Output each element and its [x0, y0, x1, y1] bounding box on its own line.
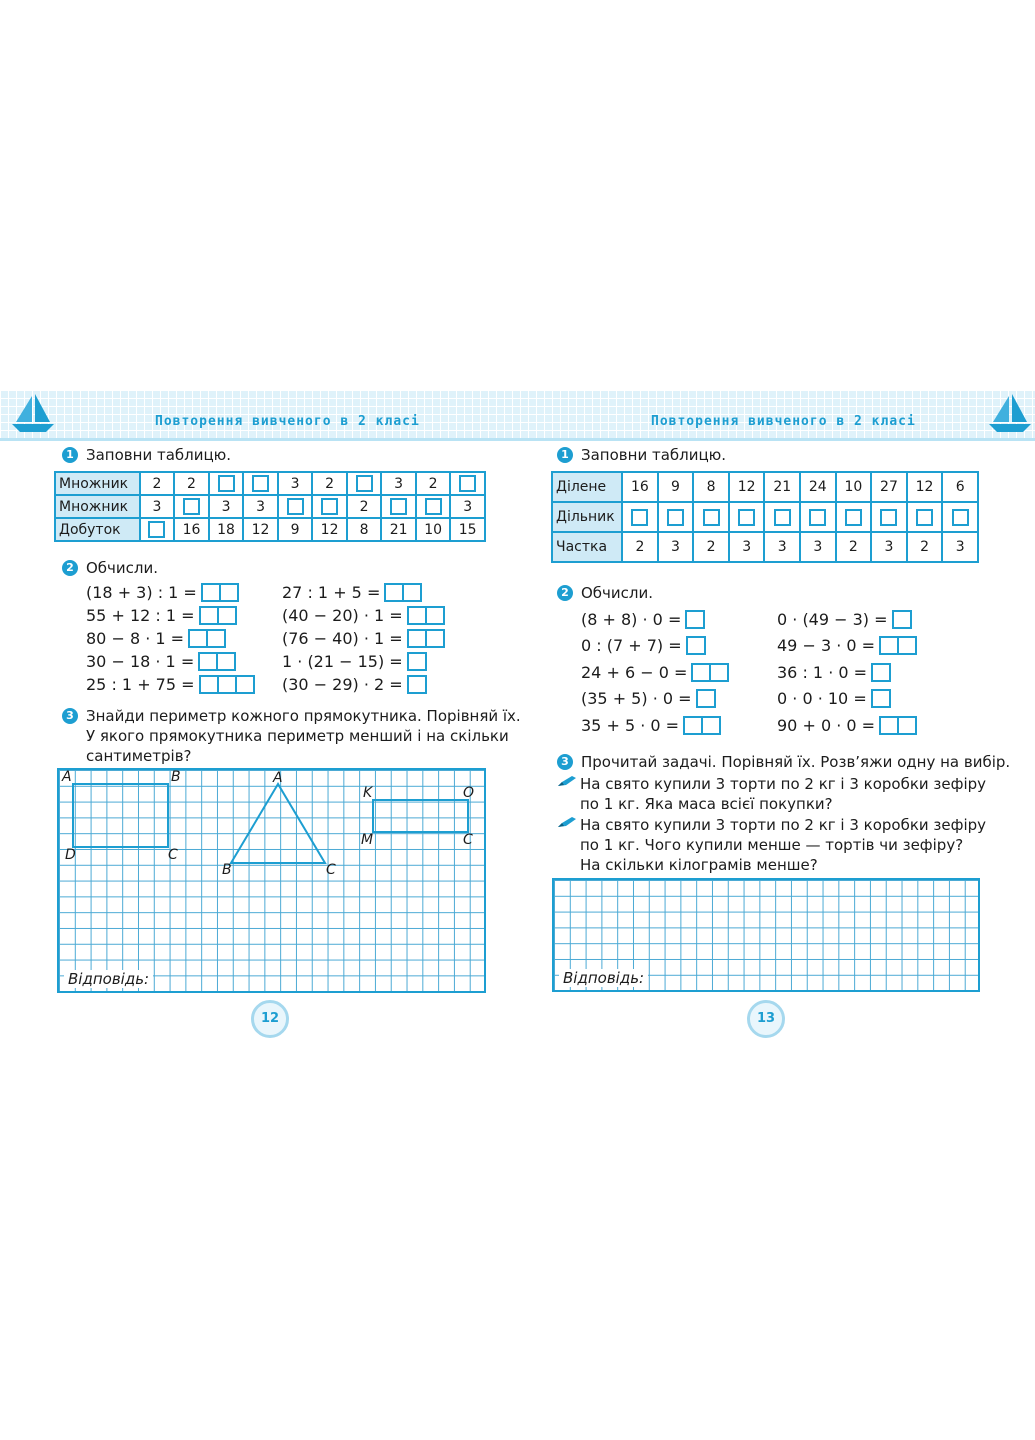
answer-box[interactable] — [201, 583, 221, 602]
equation — [581, 688, 716, 710]
answer-cell[interactable] — [209, 472, 244, 495]
left-task1-heading — [62, 445, 231, 465]
left-multiplication-table — [54, 471, 486, 542]
task-instruction: Обчисли. — [86, 559, 159, 577]
table-cell: 3 — [800, 532, 836, 562]
table-cell: 27 — [871, 472, 907, 502]
table-cell: 18 — [209, 518, 244, 541]
geometry-figures — [57, 768, 486, 993]
left-task3-heading — [62, 706, 521, 766]
equation — [86, 627, 226, 649]
task-instruction: Знайди периметр кожного прямокутника. Порівняй їх. У якого прямокутника периметр менший і на скільки сантиметрів? — [86, 707, 521, 765]
answer-cell[interactable] — [278, 495, 313, 518]
answer-box[interactable] — [198, 652, 218, 671]
triangle-abc — [231, 784, 325, 863]
equation-expression: 0 : (7 + 7) = — [581, 636, 682, 655]
equation-expression: (30 − 29) · 2 = — [282, 674, 403, 694]
answer-box[interactable] — [219, 606, 237, 625]
answer-box[interactable] — [404, 583, 422, 602]
point-label-m: M — [361, 832, 374, 848]
equation-expression: 35 + 5 · 0 = — [581, 715, 680, 735]
answer-box[interactable] — [871, 663, 891, 682]
table-row — [55, 472, 485, 495]
table-cell: 2 — [174, 472, 209, 495]
sailboat-icon — [8, 392, 56, 436]
answer-box[interactable] — [711, 663, 729, 682]
answer-box[interactable] — [218, 475, 235, 492]
answer-box[interactable] — [183, 498, 200, 515]
rectangle-abcd — [73, 784, 168, 847]
right-header-title: Повторення вивченого в 2 класі — [651, 414, 916, 429]
answer-box[interactable] — [809, 509, 826, 526]
answer-boxes[interactable] — [407, 629, 445, 648]
equation-expression: 49 − 3 · 0 = — [777, 636, 876, 655]
answer-cell[interactable] — [622, 502, 658, 532]
answer-box[interactable] — [407, 652, 427, 671]
table-cell: 3 — [278, 472, 313, 495]
table-row — [55, 518, 485, 541]
task-number-badge: 2 — [62, 560, 78, 576]
answer-box[interactable] — [218, 652, 236, 671]
word-problem-2 — [556, 815, 986, 875]
table-cell: 2 — [836, 532, 872, 562]
equation — [282, 650, 427, 672]
point-label-d: D — [65, 847, 76, 863]
table-cell: 3 — [729, 532, 765, 562]
answer-box[interactable] — [703, 716, 721, 735]
point-label-b: B — [171, 769, 181, 785]
point-label-c: C — [168, 847, 178, 863]
page-number: 12 — [251, 1000, 289, 1038]
rectangle-komc — [373, 800, 468, 832]
sailboat-icon — [985, 392, 1033, 436]
word-problem-1 — [556, 774, 986, 814]
answer-box[interactable] — [880, 509, 897, 526]
equation — [777, 608, 912, 630]
task-instruction: Заповни таблицю. — [581, 446, 727, 464]
row-label: Множник — [55, 495, 140, 518]
answer-box[interactable] — [899, 636, 917, 655]
answer-cell[interactable] — [907, 502, 943, 532]
table-row — [55, 495, 485, 518]
answer-box[interactable] — [407, 629, 427, 648]
table-cell: 8 — [693, 472, 729, 502]
pencil-icon — [556, 815, 580, 829]
equation-expression: 0 · (49 − 3) = — [777, 609, 888, 629]
answer-boxes[interactable] — [407, 606, 445, 625]
answer-box[interactable] — [221, 583, 239, 602]
equation — [581, 661, 729, 683]
answer-box[interactable] — [667, 509, 684, 526]
equation — [777, 714, 917, 736]
point-label-b: B — [222, 862, 232, 878]
answer-box[interactable] — [892, 610, 912, 629]
task-instruction: Прочитай задачі. Порівняй їх. Розв’яжи одну на вибір. — [581, 753, 1011, 771]
table-cell: 9 — [278, 518, 313, 541]
table-cell: 3 — [942, 532, 978, 562]
answer-boxes[interactable] — [199, 675, 255, 694]
table-cell: 10 — [836, 472, 872, 502]
equation — [282, 604, 445, 626]
answer-box[interactable] — [631, 509, 648, 526]
right-task3-heading — [557, 752, 1010, 772]
answer-cell[interactable] — [416, 495, 451, 518]
answer-box[interactable] — [703, 509, 720, 526]
answer-boxes[interactable] — [879, 636, 917, 655]
equation-expression: 25 : 1 + 75 = — [86, 674, 195, 694]
table-cell: 3 — [450, 495, 485, 518]
answer-box[interactable] — [686, 636, 706, 655]
answer-box[interactable] — [879, 716, 899, 735]
answer-box[interactable] — [427, 629, 445, 648]
table-cell: 3 — [140, 495, 175, 518]
answer-boxes[interactable] — [188, 629, 226, 648]
table-cell: 2 — [622, 532, 658, 562]
equation-expression: (40 − 20) · 1 = — [282, 605, 403, 625]
answer-box[interactable] — [425, 498, 442, 515]
answer-box[interactable] — [208, 629, 226, 648]
table-cell: 24 — [800, 472, 836, 502]
answer-box[interactable] — [871, 689, 891, 708]
answer-box[interactable] — [199, 675, 219, 694]
table-cell: 3 — [871, 532, 907, 562]
table-cell: 2 — [693, 532, 729, 562]
right-division-table — [551, 471, 979, 563]
answer-box[interactable] — [287, 498, 304, 515]
equation-expression: 24 + 6 − 0 = — [581, 662, 688, 682]
point-label-c: C — [463, 832, 473, 848]
page-number: 13 — [747, 1000, 785, 1038]
answer-cell[interactable] — [243, 472, 278, 495]
answer-boxes[interactable] — [683, 716, 721, 735]
answer-cell[interactable] — [693, 502, 729, 532]
answer-box[interactable] — [899, 716, 917, 735]
answer-box[interactable] — [952, 509, 969, 526]
table-cell: 2 — [907, 532, 943, 562]
equation-expression: (18 + 3) : 1 = — [86, 582, 197, 602]
answer-box[interactable] — [199, 606, 219, 625]
answer-box[interactable] — [738, 509, 755, 526]
equation — [581, 608, 705, 630]
answer-box[interactable] — [188, 629, 208, 648]
answer-boxes[interactable] — [201, 583, 239, 602]
equation — [282, 627, 445, 649]
table-cell: 12 — [243, 518, 278, 541]
answer-cell[interactable] — [942, 502, 978, 532]
row-label: Дільник — [552, 502, 622, 532]
answer-box[interactable] — [427, 606, 445, 625]
equation — [282, 673, 427, 695]
table-cell: 3 — [243, 495, 278, 518]
task-instruction: Обчисли. — [581, 584, 654, 602]
table-row — [552, 502, 978, 532]
answer-boxes[interactable] — [696, 689, 716, 708]
table-cell: 2 — [140, 472, 175, 495]
answer-boxes[interactable] — [198, 652, 236, 671]
answer-box[interactable] — [384, 583, 404, 602]
equation-expression: 90 + 0 · 0 = — [777, 715, 876, 735]
answer-box[interactable] — [691, 663, 711, 682]
task-number-badge: 1 — [557, 447, 573, 463]
table-cell: 15 — [450, 518, 485, 541]
row-label: Множник — [55, 472, 140, 495]
task-instruction: Заповни таблицю. — [86, 446, 232, 464]
table-row — [552, 472, 978, 502]
answer-box[interactable] — [683, 716, 703, 735]
answer-cell[interactable] — [312, 495, 347, 518]
answer-box[interactable] — [407, 606, 427, 625]
left-header-title: Повторення вивченого в 2 класі — [155, 414, 420, 429]
row-label: Добуток — [55, 518, 140, 541]
answer-boxes[interactable] — [871, 689, 891, 708]
table-cell: 12 — [729, 472, 765, 502]
table-cell: 2 — [312, 472, 347, 495]
answer-box[interactable] — [219, 675, 237, 694]
task-number-badge: 1 — [62, 447, 78, 463]
table-cell: 2 — [416, 472, 451, 495]
equation-expression: (76 − 40) · 1 = — [282, 628, 403, 648]
answer-boxes[interactable] — [685, 610, 705, 629]
answer-cell[interactable] — [871, 502, 907, 532]
table-cell: 12 — [907, 472, 943, 502]
answer-cell[interactable] — [836, 502, 872, 532]
table-row — [552, 532, 978, 562]
table-cell: 3 — [764, 532, 800, 562]
equation — [86, 604, 237, 626]
table-cell: 16 — [174, 518, 209, 541]
equation-expression: (8 + 8) · 0 = — [581, 609, 682, 629]
table-cell: 9 — [658, 472, 694, 502]
row-label: Частка — [552, 532, 622, 562]
right-task2-heading — [557, 583, 653, 603]
answer-box[interactable] — [696, 689, 716, 708]
equation — [777, 688, 891, 710]
equation — [86, 581, 239, 603]
answer-box[interactable] — [459, 475, 476, 492]
answer-label: Відповідь: — [64, 970, 153, 988]
answer-cell[interactable] — [174, 495, 209, 518]
table-cell: 2 — [347, 495, 382, 518]
point-label-a: A — [273, 770, 283, 786]
problem-text: На свято купили 3 торти по 2 кг і 3 коробки зефіру по 1 кг. Яка маса всієї покупки? — [580, 775, 987, 813]
answer-box[interactable] — [407, 675, 427, 694]
answer-cell[interactable] — [729, 502, 765, 532]
answer-label: Відповідь: — [559, 969, 648, 987]
left-task2-heading — [62, 558, 158, 578]
right-task1-heading — [557, 445, 726, 465]
table-cell: 3 — [209, 495, 244, 518]
answer-box[interactable] — [916, 509, 933, 526]
answer-boxes[interactable] — [892, 610, 912, 629]
equation-expression: 30 − 18 · 1 = — [86, 651, 195, 671]
equation — [777, 661, 891, 683]
answer-box[interactable] — [237, 675, 255, 694]
point-label-o: O — [463, 785, 475, 801]
table-cell: 16 — [622, 472, 658, 502]
header-divider — [0, 438, 1035, 441]
point-label-a: A — [62, 769, 72, 785]
answer-boxes[interactable] — [199, 606, 237, 625]
equation-expression: 27 : 1 + 5 = — [282, 582, 381, 602]
point-label-c: C — [326, 862, 336, 878]
answer-cell[interactable] — [658, 502, 694, 532]
equation-expression: 1 · (21 − 15) = — [282, 651, 403, 671]
task-number-badge: 3 — [62, 708, 78, 724]
answer-boxes[interactable] — [407, 652, 427, 671]
answer-boxes[interactable] — [384, 583, 422, 602]
problem-text: На свято купили 3 торти по 2 кг і 3 коробки зефіру по 1 кг. Чого купили менше — тортів чи зефіру? На скільки кілограмів менше? — [580, 816, 987, 874]
table-cell: 21 — [764, 472, 800, 502]
answer-boxes[interactable] — [686, 636, 706, 655]
equation — [777, 635, 917, 657]
answer-cell[interactable] — [381, 495, 416, 518]
answer-cell[interactable] — [347, 472, 382, 495]
answer-boxes[interactable] — [879, 716, 917, 735]
table-cell: 8 — [347, 518, 382, 541]
table-cell: 3 — [658, 532, 694, 562]
answer-box[interactable] — [148, 521, 165, 538]
answer-box[interactable] — [845, 509, 862, 526]
equation-expression: 80 − 8 · 1 = — [86, 628, 185, 648]
answer-cell[interactable] — [140, 518, 175, 541]
pencil-icon — [556, 774, 580, 788]
answer-boxes[interactable] — [691, 663, 729, 682]
equation — [282, 581, 422, 603]
point-label-k: K — [363, 785, 373, 801]
equation — [86, 650, 236, 672]
answer-boxes[interactable] — [407, 675, 427, 694]
table-cell: 10 — [416, 518, 451, 541]
task-number-badge: 3 — [557, 754, 573, 770]
table-cell: 6 — [942, 472, 978, 502]
table-cell: 3 — [381, 472, 416, 495]
equation — [86, 673, 255, 695]
answer-box[interactable] — [774, 509, 791, 526]
equation-expression: (35 + 5) · 0 = — [581, 689, 692, 708]
row-label: Ділене — [552, 472, 622, 502]
answer-box[interactable] — [252, 475, 269, 492]
answer-box[interactable] — [390, 498, 407, 515]
answer-cell[interactable] — [764, 502, 800, 532]
answer-box[interactable] — [879, 636, 899, 655]
equation-expression: 36 : 1 · 0 = — [777, 662, 868, 682]
answer-cell[interactable] — [450, 472, 485, 495]
answer-box[interactable] — [685, 610, 705, 629]
equation-expression: 55 + 12 : 1 = — [86, 605, 195, 625]
answer-cell[interactable] — [800, 502, 836, 532]
answer-box[interactable] — [321, 498, 338, 515]
table-cell: 12 — [312, 518, 347, 541]
equation-expression: 0 · 0 · 10 = — [777, 689, 867, 708]
task-number-badge: 2 — [557, 585, 573, 601]
equation — [581, 635, 706, 657]
answer-box[interactable] — [356, 475, 373, 492]
equation — [581, 714, 721, 736]
table-cell: 21 — [381, 518, 416, 541]
answer-boxes[interactable] — [871, 663, 891, 682]
